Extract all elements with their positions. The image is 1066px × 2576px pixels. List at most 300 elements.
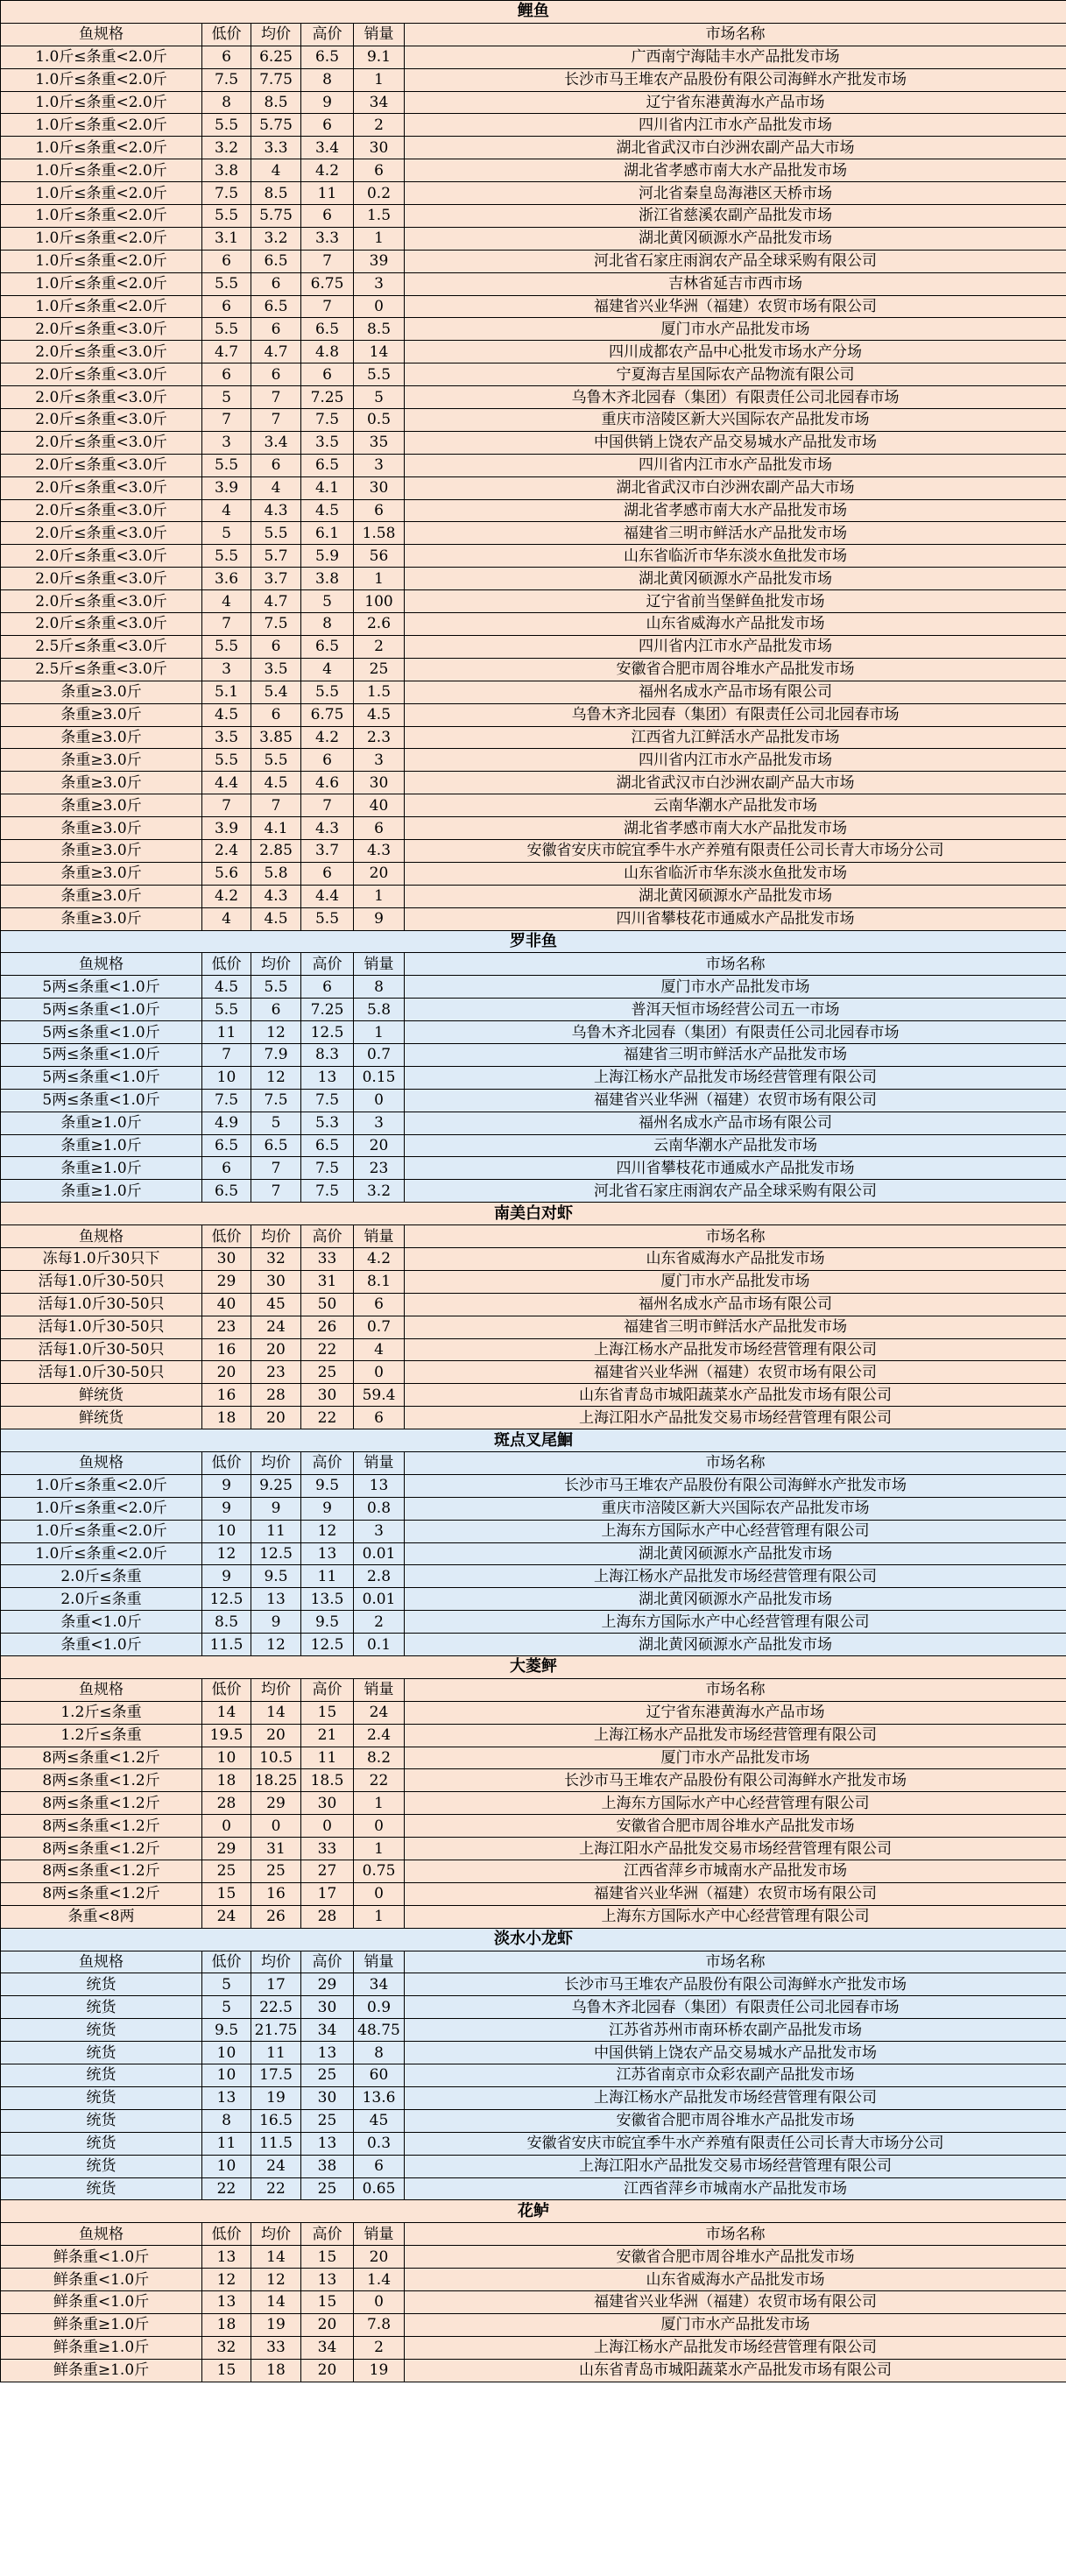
high-price-cell: 18.5 bbox=[301, 1769, 354, 1792]
low-price-cell: 7.5 bbox=[202, 182, 251, 205]
volume-cell: 4.2 bbox=[354, 1247, 405, 1270]
market-name-cell: 河北省石家庄雨润农产品全球采购有限公司 bbox=[405, 250, 1066, 272]
market-name-cell: 四川省内江市水产品批发市场 bbox=[405, 454, 1066, 476]
table-row bbox=[1, 1792, 1066, 1815]
avg-price-cell: 30 bbox=[251, 1270, 301, 1293]
market-name-cell: 湖北黄冈硕源水产品批发市场 bbox=[405, 1542, 1066, 1565]
header-high-price: 高价 bbox=[301, 1452, 354, 1475]
spec-cell: 2.0斤≤条重<3.0斤 bbox=[1, 499, 202, 522]
spec-cell: 5两≤条重<1.0斤 bbox=[1, 1021, 202, 1044]
spec-cell: 2.0斤≤条重<3.0斤 bbox=[1, 476, 202, 499]
table-row bbox=[1, 999, 1066, 1021]
market-name-cell: 山东省青岛市城阳蔬菜水产品批发市场有限公司 bbox=[405, 2359, 1066, 2382]
volume-cell: 4.3 bbox=[354, 839, 405, 862]
table-row bbox=[1, 2246, 1066, 2269]
table-row bbox=[1, 817, 1066, 840]
low-price-cell: 25 bbox=[202, 1860, 251, 1883]
avg-price-cell: 12 bbox=[251, 1021, 301, 1044]
table-row bbox=[1, 318, 1066, 341]
spec-cell: 2.0斤≤条重<3.0斤 bbox=[1, 568, 202, 590]
low-price-cell: 4 bbox=[202, 499, 251, 522]
volume-cell: 34 bbox=[354, 91, 405, 114]
high-price-cell: 6 bbox=[301, 114, 354, 137]
avg-price-cell: 5.8 bbox=[251, 862, 301, 885]
column-header-row bbox=[1, 1452, 1066, 1475]
low-price-cell: 5.5 bbox=[202, 272, 251, 295]
spec-cell: 条重≥3.0斤 bbox=[1, 726, 202, 749]
avg-price-cell: 3.85 bbox=[251, 726, 301, 749]
low-price-cell: 9 bbox=[202, 1565, 251, 1588]
spec-cell: 8两≤条重<1.2斤 bbox=[1, 1747, 202, 1769]
avg-price-cell: 7 bbox=[251, 386, 301, 409]
low-price-cell: 5 bbox=[202, 386, 251, 409]
spec-cell: 5两≤条重<1.0斤 bbox=[1, 976, 202, 999]
avg-price-cell: 5.4 bbox=[251, 681, 301, 703]
avg-price-cell: 4.5 bbox=[251, 772, 301, 794]
table-row bbox=[1, 1407, 1066, 1429]
volume-cell: 3.2 bbox=[354, 1180, 405, 1203]
high-price-cell: 4.3 bbox=[301, 817, 354, 840]
low-price-cell: 0 bbox=[202, 1815, 251, 1838]
volume-cell: 30 bbox=[354, 137, 405, 159]
volume-cell: 60 bbox=[354, 2064, 405, 2087]
low-price-cell: 10 bbox=[202, 1066, 251, 1089]
high-price-cell: 25 bbox=[301, 2064, 354, 2087]
table-row bbox=[1, 2336, 1066, 2359]
volume-cell: 25 bbox=[354, 658, 405, 681]
low-price-cell: 22 bbox=[202, 2177, 251, 2200]
spec-cell: 统货 bbox=[1, 2042, 202, 2064]
avg-price-cell: 8.5 bbox=[251, 91, 301, 114]
avg-price-cell: 28 bbox=[251, 1384, 301, 1407]
high-price-cell: 30 bbox=[301, 2086, 354, 2109]
low-price-cell: 5 bbox=[202, 522, 251, 545]
avg-price-cell: 4.5 bbox=[251, 907, 301, 930]
volume-cell: 6 bbox=[354, 159, 405, 182]
volume-cell: 19 bbox=[354, 2359, 405, 2382]
volume-cell: 6 bbox=[354, 817, 405, 840]
volume-cell: 59.4 bbox=[354, 1384, 405, 1407]
volume-cell: 8 bbox=[354, 2042, 405, 2064]
avg-price-cell: 4.7 bbox=[251, 341, 301, 363]
avg-price-cell: 20 bbox=[251, 1338, 301, 1361]
section-title: 花鲈 bbox=[1, 2200, 1066, 2223]
volume-cell: 0.01 bbox=[354, 1588, 405, 1611]
low-price-cell: 4.9 bbox=[202, 1112, 251, 1134]
volume-cell: 48.75 bbox=[354, 2019, 405, 2042]
high-price-cell: 6 bbox=[301, 749, 354, 772]
high-price-cell: 7.5 bbox=[301, 1180, 354, 1203]
table-row bbox=[1, 590, 1066, 613]
high-price-cell: 34 bbox=[301, 2019, 354, 2042]
low-price-cell: 5 bbox=[202, 1973, 251, 1996]
low-price-cell: 14 bbox=[202, 1701, 251, 1724]
market-name-cell: 山东省临沂市华东淡水鱼批发市场 bbox=[405, 545, 1066, 568]
header-market-name: 市场名称 bbox=[405, 1951, 1066, 1973]
volume-cell: 6 bbox=[354, 1293, 405, 1316]
spec-cell: 统货 bbox=[1, 2109, 202, 2132]
volume-cell: 0 bbox=[354, 295, 405, 318]
high-price-cell: 26 bbox=[301, 1316, 354, 1338]
low-price-cell: 5.5 bbox=[202, 999, 251, 1021]
market-name-cell: 安徽省安庆市皖宜季牛水产养殖有限责任公司长青大市场分公司 bbox=[405, 839, 1066, 862]
volume-cell: 0.65 bbox=[354, 2177, 405, 2200]
high-price-cell: 12 bbox=[301, 1520, 354, 1542]
spec-cell: 1.0斤≤条重<2.0斤 bbox=[1, 295, 202, 318]
spec-cell: 统货 bbox=[1, 2155, 202, 2177]
low-price-cell: 5.5 bbox=[202, 205, 251, 228]
low-price-cell: 3.5 bbox=[202, 726, 251, 749]
spec-cell: 1.0斤≤条重<2.0斤 bbox=[1, 114, 202, 137]
low-price-cell: 6 bbox=[202, 1157, 251, 1180]
volume-cell: 3 bbox=[354, 749, 405, 772]
spec-cell: 条重≥3.0斤 bbox=[1, 794, 202, 817]
spec-cell: 1.0斤≤条重<2.0斤 bbox=[1, 1520, 202, 1542]
market-name-cell: 福建省兴业华洲（福建）农贸市场有限公司 bbox=[405, 295, 1066, 318]
header-spec: 鱼规格 bbox=[1, 23, 202, 46]
table-row bbox=[1, 1021, 1066, 1044]
spec-cell: 2.0斤≤条重<3.0斤 bbox=[1, 545, 202, 568]
low-price-cell: 7 bbox=[202, 613, 251, 636]
table-row bbox=[1, 794, 1066, 817]
low-price-cell: 3.1 bbox=[202, 227, 251, 250]
market-name-cell: 湖北黄冈硕源水产品批发市场 bbox=[405, 568, 1066, 590]
volume-cell: 20 bbox=[354, 862, 405, 885]
market-name-cell: 安徽省合肥市周谷堆水产品批发市场 bbox=[405, 2246, 1066, 2269]
avg-price-cell: 4 bbox=[251, 159, 301, 182]
volume-cell: 0.75 bbox=[354, 1860, 405, 1883]
header-low-price: 低价 bbox=[202, 2223, 251, 2246]
high-price-cell: 5.5 bbox=[301, 907, 354, 930]
table-row bbox=[1, 1701, 1066, 1724]
table-row bbox=[1, 1769, 1066, 1792]
high-price-cell: 4.5 bbox=[301, 499, 354, 522]
spec-cell: 条重≥3.0斤 bbox=[1, 772, 202, 794]
volume-cell: 8.2 bbox=[354, 1747, 405, 1769]
avg-price-cell: 17.5 bbox=[251, 2064, 301, 2087]
section-title: 大菱鲆 bbox=[1, 1656, 1066, 1679]
high-price-cell: 6.5 bbox=[301, 318, 354, 341]
volume-cell: 35 bbox=[354, 431, 405, 454]
market-name-cell: 福建省兴业华洲（福建）农贸市场有限公司 bbox=[405, 2290, 1066, 2313]
section-title-row bbox=[1, 1203, 1066, 1225]
header-volume: 销量 bbox=[354, 2223, 405, 2246]
high-price-cell: 6.5 bbox=[301, 454, 354, 476]
low-price-cell: 3.9 bbox=[202, 817, 251, 840]
volume-cell: 5.8 bbox=[354, 999, 405, 1021]
header-avg-price: 均价 bbox=[251, 1678, 301, 1701]
header-market-name: 市场名称 bbox=[405, 23, 1066, 46]
spec-cell: 8两≤条重<1.2斤 bbox=[1, 1815, 202, 1838]
section-title: 斑点叉尾鮰 bbox=[1, 1429, 1066, 1452]
low-price-cell: 5 bbox=[202, 1996, 251, 2019]
market-name-cell: 上海江杨水产品批发市场经营管理有限公司 bbox=[405, 2086, 1066, 2109]
market-name-cell: 江苏省南京市众彩农副产品批发市场 bbox=[405, 2064, 1066, 2087]
table-row bbox=[1, 2290, 1066, 2313]
spec-cell: 条重≥3.0斤 bbox=[1, 817, 202, 840]
low-price-cell: 8 bbox=[202, 91, 251, 114]
spec-cell: 统货 bbox=[1, 2177, 202, 2200]
high-price-cell: 6.1 bbox=[301, 522, 354, 545]
avg-price-cell: 20 bbox=[251, 1407, 301, 1429]
avg-price-cell: 12 bbox=[251, 1634, 301, 1656]
table-row bbox=[1, 2019, 1066, 2042]
market-name-cell: 上海东方国际水产中心经营管理有限公司 bbox=[405, 1905, 1066, 1928]
market-name-cell: 厦门市水产品批发市场 bbox=[405, 1270, 1066, 1293]
market-name-cell: 上海江杨水产品批发市场经营管理有限公司 bbox=[405, 1338, 1066, 1361]
high-price-cell: 30 bbox=[301, 1384, 354, 1407]
market-name-cell: 长沙市马王堆农产品股份有限公司海鲜水产批发市场 bbox=[405, 1474, 1066, 1497]
table-row bbox=[1, 137, 1066, 159]
spec-cell: 统货 bbox=[1, 1973, 202, 1996]
high-price-cell: 20 bbox=[301, 2313, 354, 2336]
table-row bbox=[1, 1134, 1066, 1157]
low-price-cell: 5.5 bbox=[202, 635, 251, 658]
avg-price-cell: 7.9 bbox=[251, 1043, 301, 1066]
table-row bbox=[1, 658, 1066, 681]
high-price-cell: 6 bbox=[301, 862, 354, 885]
high-price-cell: 21 bbox=[301, 1724, 354, 1747]
spec-cell: 1.0斤≤条重<2.0斤 bbox=[1, 272, 202, 295]
spec-cell: 鲜统货 bbox=[1, 1407, 202, 1429]
table-row bbox=[1, 1497, 1066, 1520]
spec-cell: 条重≥3.0斤 bbox=[1, 749, 202, 772]
volume-cell: 1 bbox=[354, 568, 405, 590]
high-price-cell: 9 bbox=[301, 91, 354, 114]
table-row bbox=[1, 1089, 1066, 1112]
spec-cell: 统货 bbox=[1, 2019, 202, 2042]
table-row bbox=[1, 1520, 1066, 1542]
volume-cell: 6 bbox=[354, 1407, 405, 1429]
table-row bbox=[1, 862, 1066, 885]
spec-cell: 1.0斤≤条重<2.0斤 bbox=[1, 137, 202, 159]
spec-cell: 1.0斤≤条重<2.0斤 bbox=[1, 159, 202, 182]
market-name-cell: 安徽省合肥市周谷堆水产品批发市场 bbox=[405, 658, 1066, 681]
avg-price-cell: 3.4 bbox=[251, 431, 301, 454]
market-name-cell: 福建省三明市鲜活水产品批发市场 bbox=[405, 522, 1066, 545]
volume-cell: 2 bbox=[354, 2336, 405, 2359]
market-name-cell: 福建省三明市鲜活水产品批发市场 bbox=[405, 1043, 1066, 1066]
market-name-cell: 河北省石家庄雨润农产品全球采购有限公司 bbox=[405, 1180, 1066, 1203]
spec-cell: 2.5斤≤条重<3.0斤 bbox=[1, 658, 202, 681]
avg-price-cell: 25 bbox=[251, 1860, 301, 1883]
market-name-cell: 重庆市涪陵区新大兴国际农产品批发市场 bbox=[405, 409, 1066, 432]
high-price-cell: 5.3 bbox=[301, 1112, 354, 1134]
low-price-cell: 12 bbox=[202, 2269, 251, 2291]
low-price-cell: 8.5 bbox=[202, 1611, 251, 1634]
avg-price-cell: 9.5 bbox=[251, 1565, 301, 1588]
market-name-cell: 山东省威海水产品批发市场 bbox=[405, 613, 1066, 636]
market-name-cell: 福建省兴业华洲（福建）农贸市场有限公司 bbox=[405, 1882, 1066, 1905]
market-name-cell: 上海东方国际水产中心经营管理有限公司 bbox=[405, 1520, 1066, 1542]
spec-cell: 1.2斤≤条重 bbox=[1, 1724, 202, 1747]
high-price-cell: 7.25 bbox=[301, 386, 354, 409]
market-name-cell: 四川省内江市水产品批发市场 bbox=[405, 749, 1066, 772]
avg-price-cell: 7 bbox=[251, 1157, 301, 1180]
volume-cell: 1 bbox=[354, 1838, 405, 1860]
spec-cell: 1.0斤≤条重<2.0斤 bbox=[1, 205, 202, 228]
volume-cell: 1.58 bbox=[354, 522, 405, 545]
volume-cell: 1 bbox=[354, 1792, 405, 1815]
spec-cell: 5两≤条重<1.0斤 bbox=[1, 999, 202, 1021]
spec-cell: 条重≥1.0斤 bbox=[1, 1112, 202, 1134]
volume-cell: 0 bbox=[354, 1089, 405, 1112]
table-row bbox=[1, 1112, 1066, 1134]
high-price-cell: 22 bbox=[301, 1338, 354, 1361]
volume-cell: 22 bbox=[354, 1769, 405, 1792]
section-title: 罗非鱼 bbox=[1, 930, 1066, 953]
header-high-price: 高价 bbox=[301, 1225, 354, 1248]
table-row bbox=[1, 1338, 1066, 1361]
high-price-cell: 13 bbox=[301, 1066, 354, 1089]
header-avg-price: 均价 bbox=[251, 1951, 301, 1973]
low-price-cell: 9 bbox=[202, 1474, 251, 1497]
spec-cell: 2.0斤≤条重<3.0斤 bbox=[1, 318, 202, 341]
header-low-price: 低价 bbox=[202, 1225, 251, 1248]
market-name-cell: 湖北省武汉市白沙洲农副产品大市场 bbox=[405, 137, 1066, 159]
table-row bbox=[1, 1588, 1066, 1611]
header-volume: 销量 bbox=[354, 1951, 405, 1973]
avg-price-cell: 11.5 bbox=[251, 2132, 301, 2155]
header-spec: 鱼规格 bbox=[1, 1225, 202, 1248]
table-row bbox=[1, 1565, 1066, 1588]
low-price-cell: 10 bbox=[202, 1520, 251, 1542]
market-name-cell: 福建省三明市鲜活水产品批发市场 bbox=[405, 1316, 1066, 1338]
table-row bbox=[1, 2155, 1066, 2177]
low-price-cell: 5.6 bbox=[202, 862, 251, 885]
market-name-cell: 辽宁省东港黄海水产品市场 bbox=[405, 1701, 1066, 1724]
table-row bbox=[1, 885, 1066, 907]
section-title-row bbox=[1, 1928, 1066, 1951]
table-row bbox=[1, 1066, 1066, 1089]
spec-cell: 1.0斤≤条重<2.0斤 bbox=[1, 1474, 202, 1497]
spec-cell: 鲜条重<1.0斤 bbox=[1, 2269, 202, 2291]
avg-price-cell: 24 bbox=[251, 2155, 301, 2177]
high-price-cell: 6.5 bbox=[301, 1134, 354, 1157]
avg-price-cell: 8.5 bbox=[251, 182, 301, 205]
low-price-cell: 5.5 bbox=[202, 114, 251, 137]
header-low-price: 低价 bbox=[202, 1951, 251, 1973]
table-row bbox=[1, 1293, 1066, 1316]
low-price-cell: 6 bbox=[202, 295, 251, 318]
low-price-cell: 10 bbox=[202, 2155, 251, 2177]
low-price-cell: 3.8 bbox=[202, 159, 251, 182]
avg-price-cell: 16.5 bbox=[251, 2109, 301, 2132]
high-price-cell: 4.6 bbox=[301, 772, 354, 794]
high-price-cell: 6.5 bbox=[301, 46, 354, 68]
low-price-cell: 7 bbox=[202, 1043, 251, 1066]
spec-cell: 8两≤条重<1.2斤 bbox=[1, 1838, 202, 1860]
avg-price-cell: 23 bbox=[251, 1361, 301, 1384]
high-price-cell: 8.3 bbox=[301, 1043, 354, 1066]
table-row bbox=[1, 159, 1066, 182]
high-price-cell: 4.4 bbox=[301, 885, 354, 907]
low-price-cell: 18 bbox=[202, 2313, 251, 2336]
section-title-row bbox=[1, 1656, 1066, 1679]
table-row bbox=[1, 1247, 1066, 1270]
table-row bbox=[1, 114, 1066, 137]
table-row bbox=[1, 1384, 1066, 1407]
high-price-cell: 25 bbox=[301, 2177, 354, 2200]
low-price-cell: 7 bbox=[202, 409, 251, 432]
high-price-cell: 6.75 bbox=[301, 703, 354, 726]
low-price-cell: 29 bbox=[202, 1270, 251, 1293]
volume-cell: 0 bbox=[354, 1882, 405, 1905]
volume-cell: 20 bbox=[354, 1134, 405, 1157]
table-row bbox=[1, 1882, 1066, 1905]
table-row bbox=[1, 2086, 1066, 2109]
table-row bbox=[1, 1361, 1066, 1384]
high-price-cell: 11 bbox=[301, 1565, 354, 1588]
volume-cell: 6 bbox=[354, 499, 405, 522]
table-row bbox=[1, 1905, 1066, 1928]
low-price-cell: 6 bbox=[202, 363, 251, 386]
table-row bbox=[1, 1860, 1066, 1883]
table-row bbox=[1, 1180, 1066, 1203]
avg-price-cell: 3.5 bbox=[251, 658, 301, 681]
high-price-cell: 50 bbox=[301, 1293, 354, 1316]
low-price-cell: 28 bbox=[202, 1792, 251, 1815]
market-name-cell: 四川成都农产品中心批发市场水产分场 bbox=[405, 341, 1066, 363]
volume-cell: 30 bbox=[354, 772, 405, 794]
avg-price-cell: 5.5 bbox=[251, 976, 301, 999]
table-row bbox=[1, 2177, 1066, 2200]
avg-price-cell: 11 bbox=[251, 2042, 301, 2064]
high-price-cell: 4 bbox=[301, 658, 354, 681]
high-price-cell: 13 bbox=[301, 2132, 354, 2155]
volume-cell: 2.3 bbox=[354, 726, 405, 749]
spec-cell: 2.0斤≤条重<3.0斤 bbox=[1, 386, 202, 409]
high-price-cell: 4.2 bbox=[301, 726, 354, 749]
spec-cell: 1.0斤≤条重<2.0斤 bbox=[1, 1542, 202, 1565]
low-price-cell: 9 bbox=[202, 1497, 251, 1520]
market-name-cell: 厦门市水产品批发市场 bbox=[405, 2313, 1066, 2336]
header-low-price: 低价 bbox=[202, 953, 251, 976]
volume-cell: 0 bbox=[354, 1815, 405, 1838]
high-price-cell: 5.5 bbox=[301, 681, 354, 703]
spec-cell: 1.0斤≤条重<2.0斤 bbox=[1, 68, 202, 91]
volume-cell: 2 bbox=[354, 1611, 405, 1634]
spec-cell: 8两≤条重<1.2斤 bbox=[1, 1769, 202, 1792]
column-header-row bbox=[1, 953, 1066, 976]
market-name-cell: 厦门市水产品批发市场 bbox=[405, 318, 1066, 341]
avg-price-cell: 3.2 bbox=[251, 227, 301, 250]
high-price-cell: 13.5 bbox=[301, 1588, 354, 1611]
volume-cell: 2.8 bbox=[354, 1565, 405, 1588]
low-price-cell: 13 bbox=[202, 2246, 251, 2269]
avg-price-cell: 5.5 bbox=[251, 749, 301, 772]
avg-price-cell: 22.5 bbox=[251, 1996, 301, 2019]
section-title: 南美白对虾 bbox=[1, 1203, 1066, 1225]
market-name-cell: 湖北黄冈硕源水产品批发市场 bbox=[405, 227, 1066, 250]
table-row bbox=[1, 1815, 1066, 1838]
low-price-cell: 4.5 bbox=[202, 703, 251, 726]
spec-cell: 条重≥3.0斤 bbox=[1, 862, 202, 885]
avg-price-cell: 5.7 bbox=[251, 545, 301, 568]
high-price-cell: 6 bbox=[301, 205, 354, 228]
spec-cell: 8两≤条重<1.2斤 bbox=[1, 1860, 202, 1883]
spec-cell: 条重<1.0斤 bbox=[1, 1634, 202, 1656]
low-price-cell: 5.1 bbox=[202, 681, 251, 703]
volume-cell: 4.5 bbox=[354, 703, 405, 726]
volume-cell: 1.4 bbox=[354, 2269, 405, 2291]
volume-cell: 1 bbox=[354, 885, 405, 907]
header-spec: 鱼规格 bbox=[1, 1678, 202, 1701]
avg-price-cell: 45 bbox=[251, 1293, 301, 1316]
market-name-cell: 厦门市水产品批发市场 bbox=[405, 1747, 1066, 1769]
avg-price-cell: 18 bbox=[251, 2359, 301, 2382]
avg-price-cell: 7 bbox=[251, 1180, 301, 1203]
